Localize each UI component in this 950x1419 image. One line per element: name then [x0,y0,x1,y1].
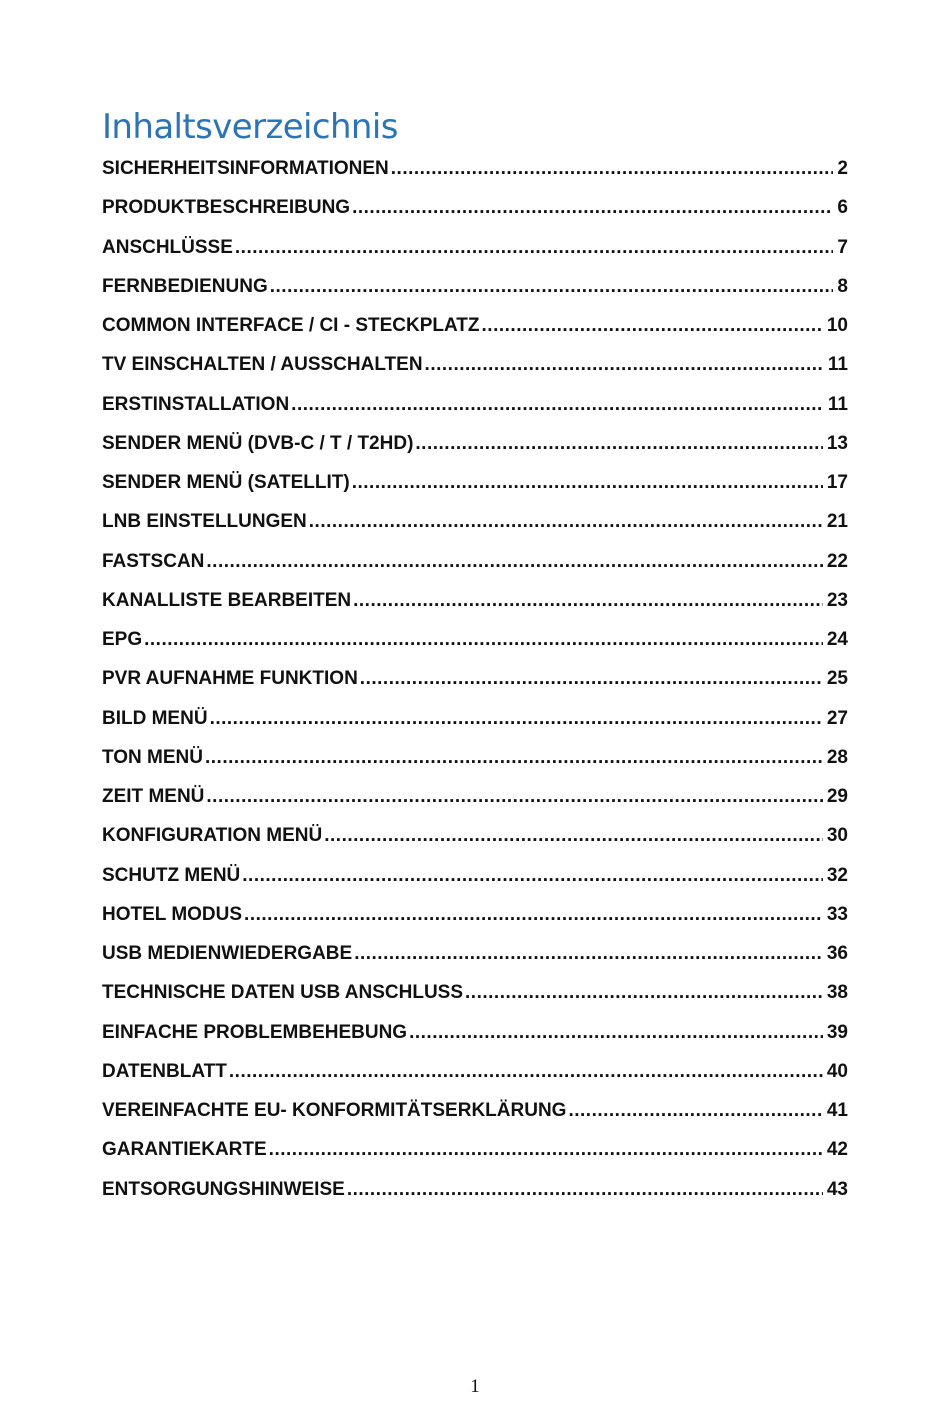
toc-dot-leader [465,973,823,1012]
toc-dot-leader [415,424,822,463]
toc-entry[interactable] [102,1013,848,1052]
toc-entry[interactable] [102,1130,848,1169]
toc-dot-leader [352,463,823,502]
toc-entry[interactable] [102,149,848,188]
toc-entry-label: KONFIGURATION MENÜ [102,825,323,847]
toc-entry-label: DATENBLATT [102,1060,227,1082]
toc-entry[interactable] [102,934,848,973]
toc-dot-leader [235,228,834,267]
toc-entry-page: 28 [826,746,848,768]
toc-entry-label: ZEIT MENÜ [102,786,205,807]
toc-entry-label: FERNBEDIENUNG [102,275,268,297]
toc-dot-leader [291,385,824,424]
toc-entry[interactable] [102,188,848,227]
toc-entry[interactable] [102,502,848,541]
toc-entry-page: 7 [837,236,848,258]
toc-entry-page: 43 [826,1178,848,1200]
toc-entry-page: 24 [826,629,848,650]
page-number: 1 [470,1376,480,1397]
toc-entry-label: ENTSORGUNGSHINWEISE [102,1178,345,1200]
toc-entry[interactable] [102,581,848,620]
toc-entry-page: 27 [826,707,848,729]
toc-dot-leader [425,345,824,384]
toc-entry-label: PVR AUFNAHME FUNKTION [102,668,358,690]
toc-entry-label: SCHUTZ MENÜ [102,864,241,886]
toc-entry-page: 32 [826,864,848,886]
toc-entry-label: SENDER MENÜ (DVB-C / T / T2HD) [102,432,414,454]
toc-entry-page: 8 [837,275,848,297]
toc-entry-page: 38 [826,982,848,1004]
toc-dot-leader [144,620,823,659]
toc-entry-page: 2 [837,158,848,179]
toc-entry-page: 41 [826,1100,848,1121]
toc-dot-leader [270,267,834,306]
toc-entry-page: 22 [826,550,848,572]
toc-dot-leader [309,502,823,541]
toc-entry-page: 11 [827,354,848,376]
toc-entry[interactable] [102,620,848,659]
toc-entry[interactable] [102,1170,848,1209]
toc-entry-page: 23 [826,589,848,611]
toc-dot-leader [352,188,833,227]
toc-entry[interactable] [102,424,848,463]
toc-entry[interactable] [102,856,848,895]
toc-list [102,149,848,1209]
toc-entry-label: EPG [102,629,143,650]
toc-entry-label: TON MENÜ [102,746,203,768]
toc-entry-page: 25 [826,668,848,690]
toc-entry[interactable] [102,463,848,502]
toc-entry-label: HOTEL MODUS [102,903,243,925]
toc-entry-page: 30 [826,825,848,847]
toc-entry-label: ANSCHLÜSSE [102,236,233,258]
toc-entry-page: 33 [826,903,848,925]
toc-entry[interactable] [102,228,848,267]
toc-entry[interactable] [102,267,848,306]
toc-entry[interactable] [102,973,848,1012]
toc-entry-label: TV EINSCHALTEN / AUSSCHALTEN [102,354,423,376]
toc-entry[interactable] [102,306,848,345]
toc-dot-leader [482,306,823,345]
toc-dot-leader [409,1013,823,1052]
toc-dot-leader [206,542,822,581]
toc-entry[interactable] [102,895,848,934]
toc-entry[interactable] [102,1091,848,1130]
toc-entry-page: 21 [826,511,848,533]
toc-entry-label: GARANTIEKARTE [102,1139,267,1161]
toc-dot-leader [391,149,834,188]
toc-entry-page: 42 [826,1139,848,1161]
toc-entry-label: USB MEDIENWIEDERGABE [102,943,353,964]
toc-entry-page: 11 [827,393,848,415]
toc-entry-page: 29 [826,786,848,807]
toc-dot-leader [324,816,823,855]
toc-dot-leader [210,699,823,738]
toc-dot-leader [354,934,823,973]
toc-entry-label: KANALLISTE BEARBEITEN [102,589,352,611]
toc-entry-page: 39 [826,1021,848,1043]
toc-dot-leader [360,659,823,698]
toc-entry[interactable] [102,816,848,855]
toc-entry[interactable] [102,1052,848,1091]
toc-entry-label: ERSTINSTALLATION [102,393,290,415]
toc-entry-page: 6 [837,197,848,219]
toc-dot-leader [242,856,823,895]
toc-entry-label: SENDER MENÜ (SATELLIT) [102,472,350,493]
toc-dot-leader [353,581,823,620]
toc-entry-label: VEREINFACHTE EU- KONFORMITÄTSERKLÄRUNG [102,1100,567,1121]
toc-entry[interactable] [102,345,848,384]
toc-entry-page: 13 [826,432,848,454]
toc-dot-leader [205,738,823,777]
toc-entry-page: 17 [826,472,848,493]
toc-entry[interactable] [102,385,848,424]
toc-title: Inhaltsverzeichnis [102,107,398,147]
toc-dot-leader [269,1130,823,1169]
toc-dot-leader [347,1170,823,1209]
toc-entry-label: COMMON INTERFACE / CI - STECKPLATZ [102,315,480,336]
toc-entry-label: PRODUKTBESCHREIBUNG [102,197,351,219]
toc-dot-leader [206,777,822,816]
toc-entry[interactable] [102,659,848,698]
toc-entry-label: FASTSCAN [102,550,205,572]
toc-entry-label: BILD MENÜ [102,707,208,729]
toc-dot-leader [568,1091,822,1130]
toc-entry[interactable] [102,738,848,777]
toc-entry[interactable] [102,699,848,738]
toc-entry-label: TECHNISCHE DATEN USB ANSCHLUSS [102,982,464,1004]
toc-entry-label: LNB EINSTELLUNGEN [102,511,307,533]
toc-entry-page: 40 [826,1060,848,1082]
toc-entry[interactable] [102,777,848,816]
toc-entry[interactable] [102,542,848,581]
toc-entry-page: 36 [826,943,848,964]
toc-entry-label: EINFACHE PROBLEMBEHEBUNG [102,1021,408,1043]
toc-dot-leader [244,895,823,934]
toc-entry-label: SICHERHEITSINFORMATIONEN [102,158,389,179]
toc-dot-leader [229,1052,823,1091]
toc-entry-page: 10 [826,315,848,336]
